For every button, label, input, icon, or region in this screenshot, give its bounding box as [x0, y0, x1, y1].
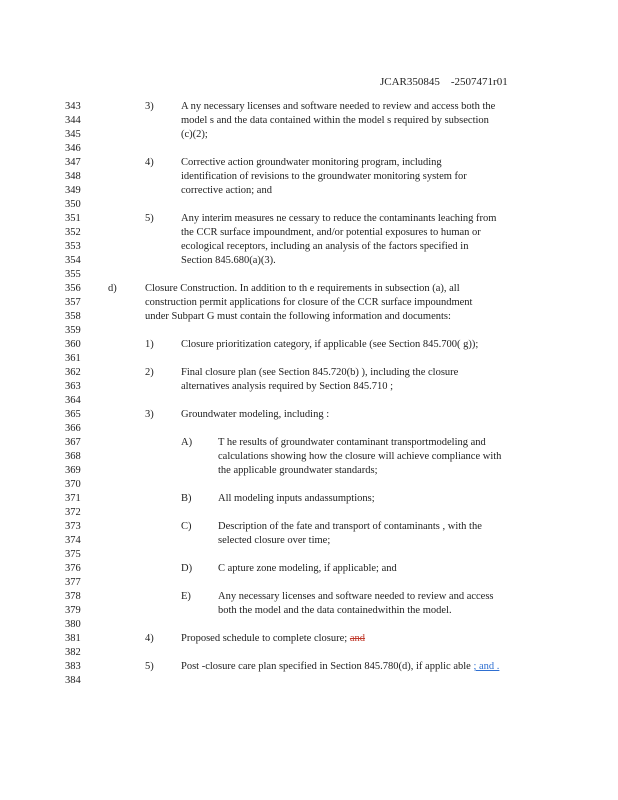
body-text-line: Section 845.680(a)(3).	[181, 255, 276, 266]
body-text-line: construction permit applications for closure of the CCR surface impoundment	[145, 297, 473, 308]
line-number: 370	[65, 479, 81, 490]
body-text-line	[181, 633, 365, 644]
line-number: 343	[65, 101, 81, 112]
item-label: 4)	[145, 633, 154, 644]
body-text-line	[181, 661, 499, 672]
body-text-line: calculations showing how the closure will achieve compliance with	[218, 451, 502, 462]
body-text-line: the applicable groundwater standards;	[218, 465, 378, 476]
inserted-text: ; and .	[473, 661, 500, 672]
subsection-label: d)	[108, 283, 117, 294]
line-number: 357	[65, 297, 81, 308]
line-number: 362	[65, 367, 81, 378]
item-label: 1)	[145, 339, 154, 350]
body-text-line: A ny necessary licenses and software needed to review and access both the	[181, 101, 496, 112]
line-number: 371	[65, 493, 81, 504]
subitem-label: B)	[181, 493, 192, 504]
body-text-line: both the model and the data containedwithin the model.	[218, 605, 452, 616]
body-text-line: alternatives analysis required by Section 845.710 ;	[181, 381, 393, 392]
body-text-line: identification of revisions to the groundwater monitoring system for	[181, 171, 467, 182]
line-number: 349	[65, 185, 81, 196]
body-text-line: the CCR surface impoundment, and/or potential exposures to human or	[181, 227, 481, 238]
document-id-header: JCAR350845 -2507471r01	[380, 76, 508, 88]
line-number: 382	[65, 647, 81, 658]
line-number: 359	[65, 325, 81, 336]
body-text-line: Any interim measures ne cessary to reduce the contaminants leaching from	[181, 213, 497, 224]
subitem-label: C)	[181, 521, 192, 532]
line-number: 356	[65, 283, 81, 294]
line-number: 352	[65, 227, 81, 238]
line-number: 353	[65, 241, 81, 252]
body-text-line: model s and the data contained within the model s required by subsection	[181, 115, 489, 126]
body-text-line: selected closure over time;	[218, 535, 331, 546]
body-text-line: Closure Construction. In addition to th e requirements in subsection (a), all	[145, 283, 460, 294]
line-number: 346	[65, 143, 81, 154]
line-number: 369	[65, 465, 81, 476]
line-number: 372	[65, 507, 81, 518]
body-text: Post -closure care plan specified in Section 845.780(d), if applic able	[181, 661, 474, 672]
body-text-line: corrective action; and	[181, 185, 272, 196]
line-number: 350	[65, 199, 81, 210]
line-number: 344	[65, 115, 81, 126]
line-number: 347	[65, 157, 81, 168]
line-number: 364	[65, 395, 81, 406]
line-number: 360	[65, 339, 81, 350]
body-text-line: T he results of groundwater contaminant transportmodeling and	[218, 437, 486, 448]
line-number: 378	[65, 591, 81, 602]
body-text-line: Groundwater modeling, including :	[181, 409, 330, 420]
line-number: 348	[65, 171, 81, 182]
line-number: 376	[65, 563, 81, 574]
line-number: 345	[65, 129, 81, 140]
deleted-text: and	[349, 633, 366, 644]
body-text-line: ecological receptors, including an analysis of the factors specified in	[181, 241, 469, 252]
line-number: 384	[65, 675, 81, 686]
body-text-line: Description of the fate and transport of contaminants , with the	[218, 521, 482, 532]
line-number: 365	[65, 409, 81, 420]
line-number: 358	[65, 311, 81, 322]
body-text-line: Final closure plan (see Section 845.720(b) ), including the closure	[181, 367, 459, 378]
body-text-line: Any necessary licenses and software needed to review and access	[218, 591, 494, 602]
item-label: 5)	[145, 213, 154, 224]
body-text: Proposed schedule to complete closure;	[181, 633, 348, 644]
subitem-label: E)	[181, 591, 191, 602]
body-text-line: Corrective action groundwater monitoring program, including	[181, 157, 442, 168]
line-number: 379	[65, 605, 81, 616]
line-number: 383	[65, 661, 81, 672]
line-number: 354	[65, 255, 81, 266]
item-label: 3)	[145, 101, 154, 112]
line-number: 375	[65, 549, 81, 560]
body-text-line: C apture zone modeling, if applicable; and	[218, 563, 397, 574]
line-number: 361	[65, 353, 81, 364]
body-text-line: All modeling inputs andassumptions;	[218, 493, 375, 504]
item-label: 4)	[145, 157, 154, 168]
item-label: 2)	[145, 367, 154, 378]
line-number: 377	[65, 577, 81, 588]
line-number: 381	[65, 633, 81, 644]
body-text-line: (c)(2);	[181, 129, 208, 140]
line-number: 367	[65, 437, 81, 448]
line-number: 355	[65, 269, 81, 280]
subitem-label: D)	[181, 563, 193, 574]
line-number: 374	[65, 535, 81, 546]
item-label: 3)	[145, 409, 154, 420]
line-number: 368	[65, 451, 81, 462]
line-number: 351	[65, 213, 81, 224]
subitem-label: A)	[181, 437, 193, 448]
line-number: 363	[65, 381, 81, 392]
item-label: 5)	[145, 661, 154, 672]
body-text-line: Closure prioritization category, if applicable (see Section 845.700( g));	[181, 339, 479, 350]
body-text-line: under Subpart G must contain the following information and documents:	[145, 311, 451, 322]
line-number: 373	[65, 521, 81, 532]
line-number: 366	[65, 423, 81, 434]
line-number: 380	[65, 619, 81, 630]
